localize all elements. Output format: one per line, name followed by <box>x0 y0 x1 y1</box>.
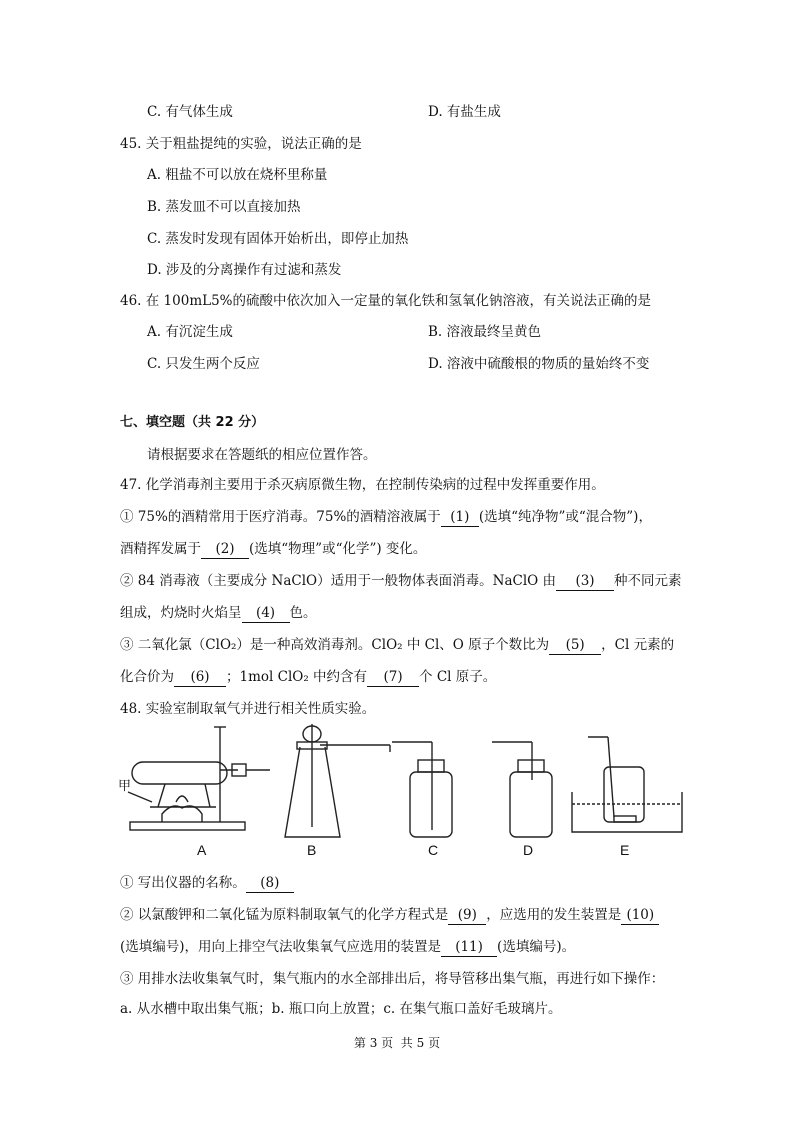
q48-part3-operations: a. 从水槽中取出集气瓶；b. 瓶口向上放置；c. 在集气瓶口盖好毛玻璃片。 <box>120 1001 562 1017</box>
text: (选填“物理”或“化学”) 变化。 <box>249 541 427 557</box>
lab-apparatus-figure <box>110 722 690 862</box>
q46-stem: 46. 在 100mL5%的硫酸中依次加入一定量的氧化铁和氢氧化钠溶液，有关说法正确的是 <box>120 293 652 309</box>
page-footer: 第 3 页 共 5 页 <box>353 1036 441 1050</box>
q46-option-a: A. 有沉淀生成 <box>147 324 233 340</box>
blank-4: (4) <box>242 604 290 623</box>
q45-stem: 45. 关于粗盐提纯的实验，说法正确的是 <box>120 136 362 152</box>
blank-1: (1) <box>441 508 479 527</box>
q47-stem: 47. 化学消毒剂主要用于杀灭病原微生物，在控制传染病的过程中发挥重要作用。 <box>120 477 605 493</box>
text: (选填编号)，用向上排空气法收集氧气应选用的装置是 <box>120 939 442 955</box>
q45-option-d: D. 涉及的分离操作有过滤和蒸发 <box>147 262 342 278</box>
q46-option-d: D. 溶液中硫酸根的物质的量始终不变 <box>428 356 650 372</box>
text: 种不同元素 <box>614 573 682 589</box>
section-title: 七、填空题（共 22 分） <box>120 415 265 430</box>
q45-option-b: B. 蒸发皿不可以直接加热 <box>147 199 301 215</box>
q47-part2-line2 <box>120 604 317 623</box>
q46-option-b: B. 溶液最终呈黄色 <box>428 324 542 340</box>
q48-stem: 48. 实验室制取氧气并进行相关性质实验。 <box>120 701 376 717</box>
apparatus-label-b: B <box>307 842 317 858</box>
text: 色。 <box>289 605 317 621</box>
blank-5: (5) <box>549 636 601 655</box>
text: (选填编号)。 <box>497 939 576 955</box>
text: ① 写出仪器的名称。 <box>120 875 246 891</box>
label-jia: 甲 <box>118 779 132 794</box>
q44-option-d: D. 有盐生成 <box>428 104 501 120</box>
blank-11: (11) <box>441 938 497 957</box>
q48-part2-line2 <box>120 938 575 957</box>
text: ，应选用的发生装置是 <box>486 907 622 923</box>
text: 酒精挥发属于 <box>120 541 201 557</box>
q48-part2-line1 <box>120 906 659 925</box>
blank-7: (7) <box>367 668 419 687</box>
q48-part1 <box>120 874 294 893</box>
q48-part3: ③ 用排水法收集氧气时，集气瓶内的水全部排出后，将导管移出集气瓶，再进行如下操作： <box>120 971 665 987</box>
apparatus-label-e: E <box>620 842 630 858</box>
q47-part2-line1 <box>120 572 682 591</box>
q45-option-c: C. 蒸发时发现有固体开始析出，即停止加热 <box>147 231 409 247</box>
apparatus-label-c: C <box>428 842 439 858</box>
text: ；1mol ClO₂ 中约含有 <box>226 669 368 685</box>
apparatus-label-d: D <box>523 842 534 858</box>
text: 化合价为 <box>120 669 174 685</box>
blank-8: (8) <box>246 874 294 893</box>
q47-part3-line2 <box>120 668 496 687</box>
blank-6: (6) <box>174 668 226 687</box>
q44-option-c: C. 有气体生成 <box>147 104 233 120</box>
text: ① 75%的酒精常用于医疗消毒。75%的酒精溶液属于 <box>120 509 441 525</box>
text: 组成，灼烧时火焰呈 <box>120 605 242 621</box>
q45-option-a: A. 粗盐不可以放在烧杯里称量 <box>147 167 328 183</box>
q47-part1-line2 <box>120 540 426 559</box>
q47-part1-line1 <box>120 508 652 527</box>
blank-10: (10) <box>621 906 659 925</box>
text: ③ 二氧化氯（ClO₂）是一种高效消毒剂。ClO₂ 中 Cl、O 原子个数比为 <box>120 637 550 653</box>
text: ② 84 消毒液（主要成分 NaClO）适用于一般物体表面消毒。NaClO 由 <box>120 573 556 589</box>
text: ，Cl 元素的 <box>601 637 675 653</box>
text: 个 Cl 原子。 <box>419 669 497 685</box>
blank-2: (2) <box>201 540 249 559</box>
q47-part3-line1 <box>120 636 674 655</box>
text: ② 以氯酸钾和二氧化锰为原料制取氧气的化学方程式是 <box>120 907 449 923</box>
section-instruction: 请根据要求在答题纸的相应位置作答。 <box>147 447 377 463</box>
blank-9: (9) <box>448 906 486 925</box>
q46-option-c: C. 只发生两个反应 <box>147 356 260 372</box>
blank-3: (3) <box>556 572 614 591</box>
text: (选填“纯净物”或“混合物”)， <box>478 509 652 525</box>
apparatus-label-a: A <box>197 842 207 858</box>
